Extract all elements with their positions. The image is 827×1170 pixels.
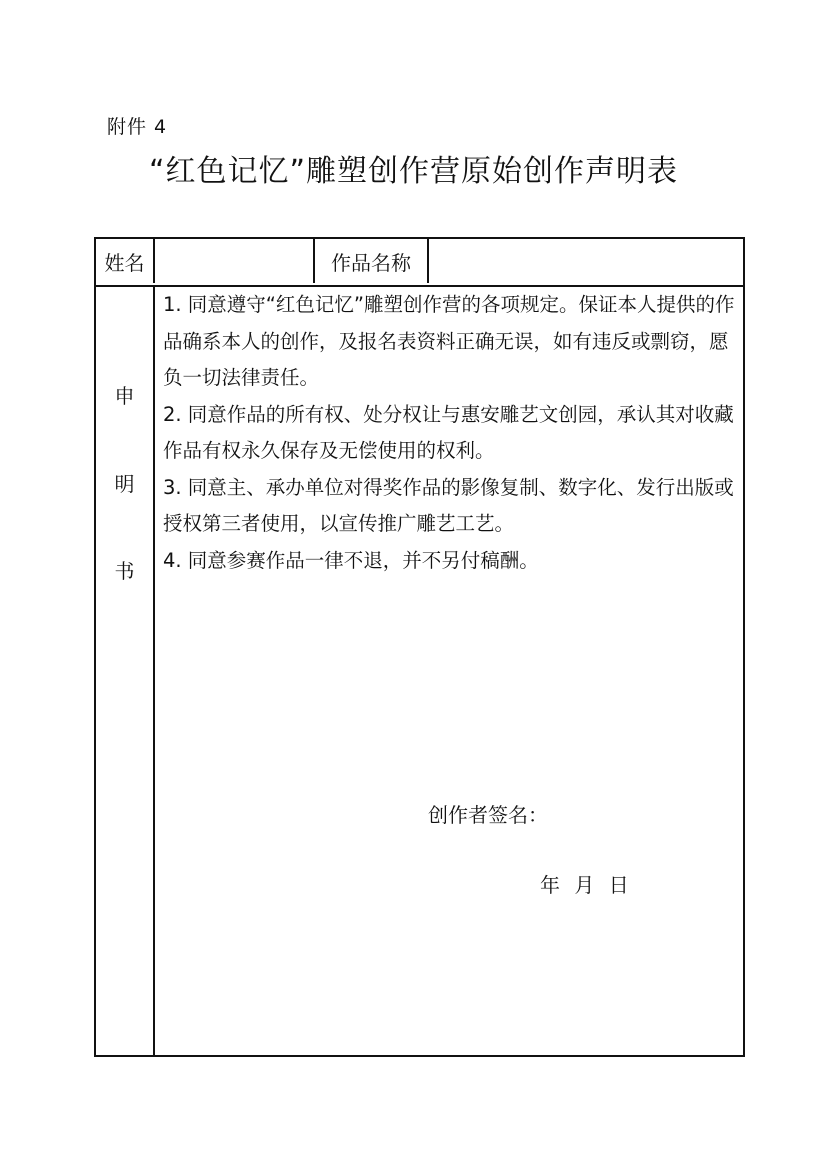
name-field[interactable] <box>155 239 315 283</box>
declaration-side-label <box>96 285 155 1055</box>
clause-3: 3. 同意主、承办单位对得奖作品的影像复制、数字化、发行出版或授权第三者使用，以宣传推广雕艺工艺。 <box>163 475 734 535</box>
header-row <box>96 239 743 287</box>
date-label: 年 月 日 <box>540 873 629 897</box>
side-char-ming: 明 <box>114 472 135 496</box>
declaration-clauses <box>163 287 737 579</box>
clause-2: 2. 同意作品的所有权、处分权让与惠安雕艺文创园，承认其对收藏作品有权永久保存及无偿使用的权利。 <box>163 402 734 462</box>
signature-label: 创作者签名： <box>428 803 548 827</box>
side-char-shen: 申 <box>114 384 135 408</box>
page-title: “红色记忆”雕塑创作营原始创作声明表 <box>148 154 679 189</box>
work-name-field[interactable] <box>429 239 743 283</box>
clause-4: 4. 同意参赛作品一律不退，并不另付稿酬。 <box>163 548 539 572</box>
attachment-label: 附件 4 <box>107 116 168 138</box>
declaration-form <box>94 237 745 1057</box>
work-name-label: 作品名称 <box>315 239 429 283</box>
side-char-shu: 书 <box>114 559 135 583</box>
clause-1: 1. 同意遵守“红色记忆”雕塑创作营的各项规定。保证本人提供的作品确系本人的创作，及报名表资料正确无误，如有违反或剽窃，愿负一切法律责任。 <box>163 293 735 389</box>
name-label: 姓名 <box>96 239 155 283</box>
